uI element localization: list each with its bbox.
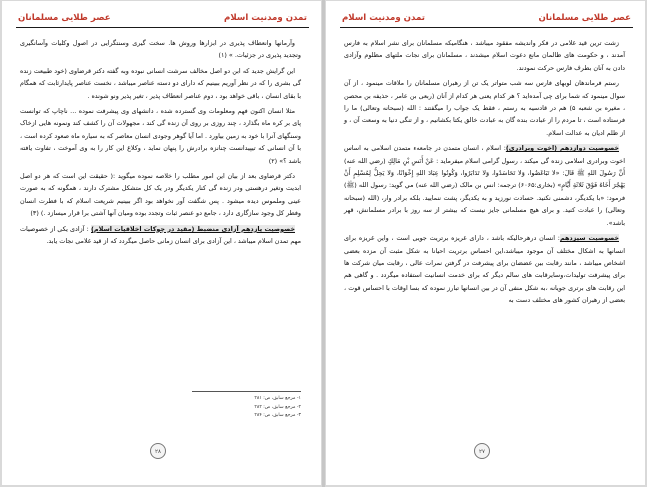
section-heading: خصوصیت سیزدهم <box>559 234 619 243</box>
footnote: ۱- مرجع سابق، ص: ۲۸۱ <box>254 396 301 401</box>
author-title: عصر طلایی مسلمانان <box>538 13 631 23</box>
paragraph: خصوصیت سیزدهم: انسان درهرحالیکه باشد ، دارای غریزه برتریت جویی است ، واین غریزه برای انسانها به اشکال مختلف آن موجود میباشد،این احساس برتریت احیانا به شکل مثبت آن مزده بعضی اشخاص میباشد ، مانند رقابت بین عضضان برای پیشرفت در گرفتن نمرات عالی ، رقابت میان شرکت ها برای پیشرفت تولیدات،وسایرقابت های سالم دیگر که برای خدمت انسانیت استفاده میگردد . و گاهی هم این رقابت های برتری جویانه ،به شکل منفی آن در بین انسانها تبارز نموده که بسا اوقات با احساس قوت ، بعضی از رهبران کشور های مختلف دست به <box>344 234 625 305</box>
paragraph: وآرمانها وانعطاف پذیری در ابزارها وروش ها. سخت گیری وسنتگرایی در اصول وکلیات وآسانگیری وتجدید پذیری در جزئیات. » (۱) <box>20 39 301 60</box>
book-title: تمدن ومدنیت اسلام <box>342 13 425 23</box>
book-title: تمدن ومدنیت اسلام <box>224 13 307 23</box>
paragraph: خصوصیت یازدهم آزادی منضبط (مقید در چوکات اخلاقیات اسلام) : آزادی یکی از خصوصیات مهم تمدن اسلام میباشد ، این آزادی برای انسان زمانی حاصل میگردد که از قید غلامی نجات یابد. <box>20 224 301 246</box>
paragraph: این گرایش جدید که ابن دو اصل مخالف سرشت انسانی نبوده وبه گفته دکتر قرضاوی (خود طبیعت زنده گی بشری را که در نظر آوریم ببینیم که دارای دو دسته عناصر میباشد ، نخست عناصر پایدارثابت که همگام با بقای انسان ، باقی خواهد بود ، دوم عناصر انعطاف پذیر ، تغیر پذیر ونو شونده . <box>20 66 301 100</box>
footnote: ۳- مرجع سابق، ص: ۲۸۴ <box>254 413 301 418</box>
footnotes <box>192 391 301 421</box>
book-spine <box>322 0 325 487</box>
section-heading: خصوصیت دوازدهم (اخوت وبرادری) <box>505 144 619 153</box>
right-page-header <box>340 11 633 28</box>
paragraph: دکتر قرضاوی بعد از بیان این امور مطلب را خلاصه نموده میگوید :( حقیقت این است که هر دو اصل ابدیت وتغیر درهستی ودر زنده گی کنار یکدیگر ودر یک کل متشکل مشترک دارند ، همگونه که به صورت عینی وملموس دیده میشود . پس شگفت آور نخواهد بود اگر ببینیم شریعت اسلام که با فطرت انسان وفطر کل وجود سازگاری دارد ، جامع دو عنصر ثبات وتجدد بوده ومیان آنها آشتی برا قرار میسازد .) (۳) <box>20 172 301 218</box>
right-page-body <box>344 37 625 310</box>
left-page <box>2 1 321 485</box>
section-heading: خصوصیت یازدهم آزادی منضبط (مقید در چوکات اخلاقیات اسلام) <box>91 224 295 233</box>
right-page <box>326 1 645 485</box>
page-number: ۲۷ <box>474 443 490 459</box>
paragraph: زشت ترین قید غلامی در فکر واندیشه مفقود میباشد ، هنگامیکه مسلمانان برای نشر اسلام به فارس آمدند ، و حکومت های ظالمان مانع دعوت اسلام میشدند ، مسلمانان برای نجات ملتهای مظلوم وآزادی دادن به آنان بطرف فارس حرکت نمودند. <box>344 39 625 72</box>
author-title: عصر طلایی مسلمانان <box>18 13 111 23</box>
paragraph: خصوصیت دوازدهم (اخوت وبرادری): اسلام ، انسان متمدن در جامعه‌ء متمدن اسلامی به اساس اخوت وبرادری اسلامی زنده گی میکند ، رسول گرامی اسلام میفرماید : عَنْ أَنَسِ بْنِ مَالِكٍ (رضي الله عنه) أَنَّ رَسُولَ اللهِ ﷺ قَالَ: «لا تَبَاغَضُوا، وَلا تَحَاسَدُوا، وَلا تَدَابَرُوا، وَكُونُوا عِبَادَ اللهِ إِخْوَانًا، وَلا يَحِلُّ لِمُسْلِمٍ أَنْ يَهْجُرَ أَخَاهُ فَوْقَ ثَلاثَةِ أَيَّامٍ» (بخاری:۶۰۶۵) ترجمه: انس بن مالک (رضي الله عنه) مي گويد: رسول الله (ﷺ) فرمود: «با يكديگر، دشمنی نكنيد. حسادت نورزيد و به يكديگر، پشت ننماييد. بلكه برادر وار، (الله (سبحانه وتعالی) را عبادت كنيد. و برای هيچ مسلمانی جايز نيست كه بيشتر از سه روز با برادر مسلمانش، قهر باشد». <box>344 144 625 227</box>
page-number: ۲۸ <box>150 443 166 459</box>
left-page-header <box>16 11 309 28</box>
paragraph: رستم فرماندهان لوبهای فارس سه شب متواتر یک تن از رهبران مسلمانان را ملاقات مینمود ، از آن سوال مینمود که شما برای چی آمده‌اید ؟ هر کدام یعنی هر کدام از آنان (ربعی بن عامر ، حذیفه بن محصن ، مغیره بن شعبه ۵) هم در قادسیه به رستم ، فقط یک جواب را میگفتند : الله (سبحانه وتعالی) ما را فرستاده است ، تا مردم را از عبادت بنده گان به عبادت خالق یکتا بکشانیم ، و از تنگی دنیا به وسعت آن ، و از ظلم ادیان به عدالت اسلام. <box>344 79 626 137</box>
left-page-body <box>20 37 301 251</box>
footnote: ۲- مرجع سابق، ص: ۲۸۲ <box>254 404 301 410</box>
paragraph: مثلا انسان اکنون فهم ومعلومات وی گسترده شده ، دانشهای وی پیشرفت نموده ... ناچاپ که توانست پای بر کره ماه بگذارد ، چند روزی بر روی آن زنده گی کند ، مجهولات آن را کشف کند ونمونه هایی ازخاک وسنگهای آنرا با خود به زمین بیاورد . اما آیا گوهر وجودی انسان معاصر که به سیاره ماه صعود کرده است ، با آن انسانی که تیپیدانست چنانزه برادرش را پنهان نماید ، وکلاغ این کار را به وی آموخت ، تفاوت یافته باشد ؟» (۲) <box>20 107 301 165</box>
